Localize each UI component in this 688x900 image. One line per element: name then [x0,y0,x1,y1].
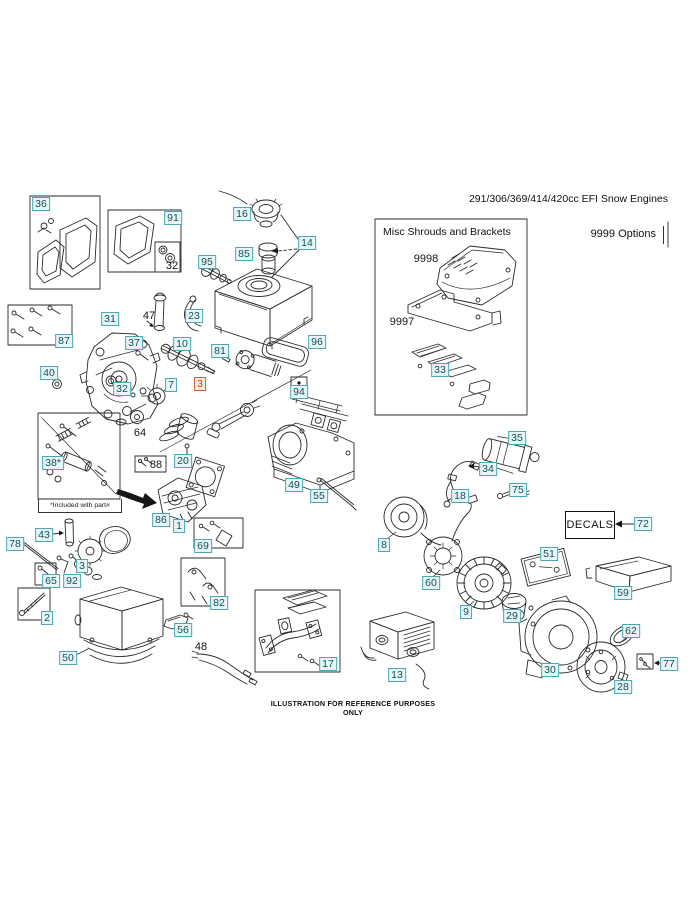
callout-23[interactable]: 23 [185,309,203,323]
callout-32[interactable]: 32 [113,382,131,396]
callout-62[interactable]: 62 [622,624,640,638]
callout-88: 88 [149,459,163,471]
footer-disclaimer: ILLUSTRATION FOR REFERENCE PURPOSES ONLY [270,699,436,717]
misc-panel-title: Misc Shrouds and Brackets [383,226,511,238]
harness-34-drawing [450,461,481,492]
callout-56[interactable]: 56 [174,623,192,637]
callout-77[interactable]: 77 [660,657,678,671]
callout-94[interactable]: 94 [290,385,308,399]
callout-3[interactable]: 3 [194,377,206,391]
pulley-8-drawing [384,497,441,545]
callout-72[interactable]: 72 [634,517,652,531]
callout-32: 32 [165,260,179,272]
engine-block-49-drawing [268,394,354,493]
callout-47: 47 [142,310,156,322]
page-title: 291/306/369/414/420cc EFI Snow Engines [468,193,668,205]
head-gasket-drawing [186,457,224,497]
muffler-50-drawing [75,587,163,663]
callout-9997: 9997 [389,316,415,328]
callout-2[interactable]: 2 [41,611,53,625]
callout-7[interactable]: 7 [165,378,177,392]
callout-96[interactable]: 96 [308,335,326,349]
callout-33[interactable]: 33 [431,363,449,377]
callout-82[interactable]: 82 [210,596,228,610]
callout-16[interactable]: 16 [233,207,251,221]
decals-box[interactable]: DECALS [565,511,615,539]
callout-78[interactable]: 78 [6,537,24,551]
callout-38[interactable]: 38* [42,456,64,470]
callout-20[interactable]: 20 [174,454,192,468]
wire-harness-48-drawing [192,651,257,685]
callout-91[interactable]: 91 [164,211,182,225]
callout-10[interactable]: 10 [173,337,191,351]
callout-30[interactable]: 30 [541,663,559,677]
callout-48: 48 [194,641,208,653]
stator-60-drawing [424,495,478,577]
decals-arrow-72 [615,521,634,528]
callout-95[interactable]: 95 [198,255,216,269]
callout-85[interactable]: 85 [235,247,253,261]
callout-18[interactable]: 18 [451,489,469,503]
callout-29[interactable]: 29 [503,609,521,623]
crankcase-cover-31-drawing [80,333,160,424]
callout-51[interactable]: 51 [540,547,558,561]
flywheel-9-drawing [457,557,511,609]
callout-60[interactable]: 60 [422,576,440,590]
callout-35[interactable]: 35 [508,431,526,445]
options-label[interactable]: 9999 Options [589,226,664,244]
callout-40[interactable]: 40 [40,366,58,380]
callout-49[interactable]: 49 [285,478,303,492]
callout-50[interactable]: 50 [59,651,77,665]
callout-36[interactable]: 36 [32,197,50,211]
callout-9[interactable]: 9 [460,605,472,619]
included-note: *Included with part# [38,499,122,513]
callout-17[interactable]: 17 [319,657,337,671]
callout-3[interactable]: 3 [76,559,88,573]
callout-64: 64 [133,427,147,439]
piston-assembly-drawing [155,370,311,457]
callout-37[interactable]: 37 [125,336,143,350]
hardware-77-drawing [637,654,662,669]
callout-43[interactable]: 43 [35,528,53,542]
callout-87[interactable]: 87 [55,334,73,348]
callout-55[interactable]: 55 [310,489,328,503]
callout-69[interactable]: 69 [194,539,212,553]
callout-34[interactable]: 34 [479,462,497,476]
fuel-tank-drawing [215,269,312,349]
callout-14[interactable]: 14 [298,236,316,250]
callout-59[interactable]: 59 [614,586,632,600]
small-hardware-left [53,351,168,425]
callout-13[interactable]: 13 [388,668,406,682]
fuel-filter-85-drawing [259,243,277,274]
callout-86[interactable]: 86 [152,513,170,527]
callout-75[interactable]: 75 [509,483,527,497]
callout-31[interactable]: 31 [101,312,119,326]
callout-92[interactable]: 92 [63,574,81,588]
callout-9998: 9998 [413,253,439,265]
callout-1[interactable]: 1 [173,519,185,533]
callout-81[interactable]: 81 [211,344,229,358]
callout-8[interactable]: 8 [378,538,390,552]
heat-plate-96-drawing [234,336,310,379]
callout-65[interactable]: 65 [42,574,60,588]
callout-28[interactable]: 28 [614,680,632,694]
